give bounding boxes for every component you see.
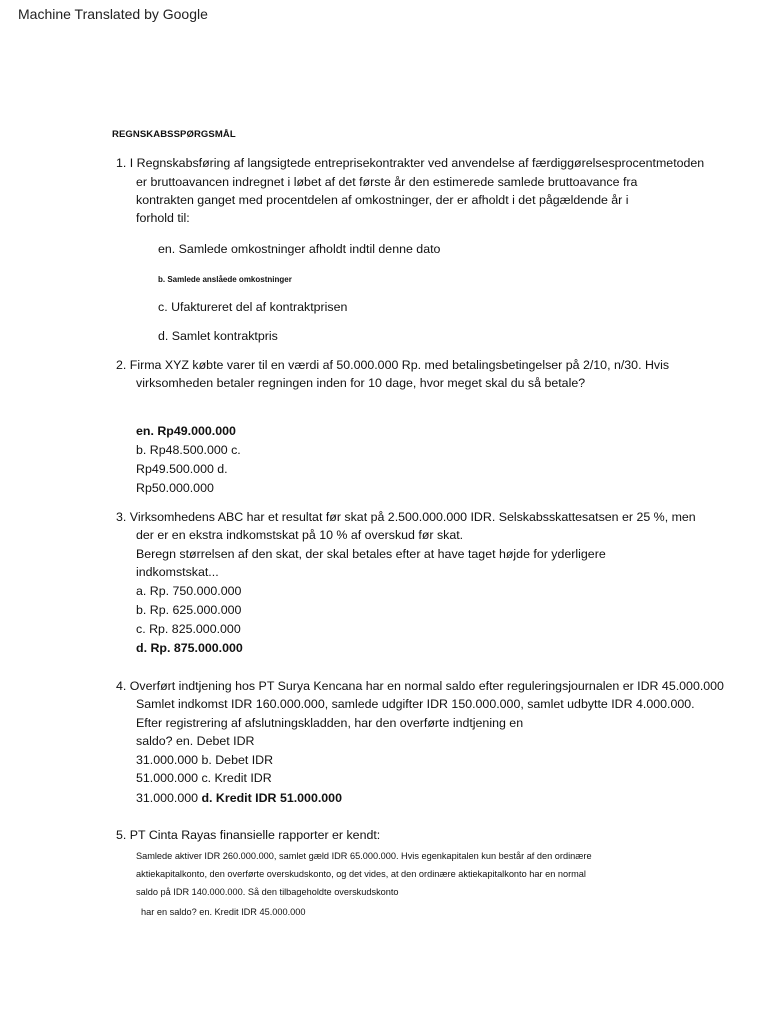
- q1-option-b: b. Samlede anslåede omkostninger: [158, 275, 292, 284]
- q3-line-2: der er en ekstra indkomstskat på 10 % af overskud før skat.: [136, 528, 464, 542]
- q3-option-d: d. Rp. 875.000.000: [136, 641, 243, 655]
- document-title: REGNSKABSSPØRGSMÅL: [112, 129, 236, 140]
- q5-line-4: har en saldo? en. Kredit IDR 45.000.000: [141, 907, 306, 917]
- q3-line-4: indkomstskat...: [136, 565, 219, 579]
- q2-option-b: b. Rp48.500.000 c.: [136, 443, 241, 457]
- q1-line-3: kontrakten ganget med procentdelen af omkostninger, der er afholdt i det pågældende år i: [136, 193, 629, 207]
- q2-line-1: 2. Firma XYZ købte varer til en værdi af 50.000.000 Rp. med betalingsbetingelser på 2/10, n/30. Hvis: [116, 358, 670, 372]
- q5-line-3: saldo på IDR 140.000.000. Så den tilbageholdte overskudskonto: [136, 887, 399, 897]
- q1-option-d: d. Samlet kontraktpris: [158, 329, 278, 343]
- q5-line-1: Samlede aktiver IDR 260.000.000, samlet gæld IDR 65.000.000. Hvis egenkapitalen kun består af den ordinære: [136, 851, 592, 861]
- q2-option-d: Rp50.000.000: [136, 481, 214, 495]
- q4-line-6: 51.000.000 c. Kredit IDR: [136, 771, 272, 785]
- q4-line-5: 31.000.000 b. Debet IDR: [136, 753, 274, 767]
- q1-line-4: forhold til:: [136, 211, 190, 225]
- q2-option-c: Rp49.500.000 d.: [136, 462, 228, 476]
- q4-line-3: Efter registrering af afslutningskladden, har den overførte indtjening en: [136, 716, 524, 730]
- q5-heading: 5. PT Cinta Rayas finansielle rapporter er kendt:: [116, 828, 381, 842]
- q3-line-1: 3. Virksomhedens ABC har et resultat før skat på 2.500.000.000 IDR. Selskabsskattesatsen er 25 %, men: [116, 510, 696, 524]
- q4-answer-d: d. Kredit IDR 51.000.000: [201, 791, 342, 805]
- q3-option-b: b. Rp. 625.000.000: [136, 603, 242, 617]
- q2-option-a: en. Rp49.000.000: [136, 424, 236, 438]
- q4-line-2: Samlet indkomst IDR 160.000.000, samlede udgifter IDR 150.000.000, samlet udbytte IDR 4.000.000.: [136, 697, 695, 711]
- q3-line-3: Beregn størrelsen af den skat, der skal betales efter at have taget højde for yderligere: [136, 547, 606, 561]
- q1-option-a: en. Samlede omkostninger afholdt indtil denne dato: [158, 242, 441, 256]
- q4-line-4: saldo? en. Debet IDR: [136, 734, 255, 748]
- q4-line-7: [136, 790, 342, 806]
- q1-option-c: c. Ufaktureret del af kontraktprisen: [158, 300, 348, 314]
- q3-option-c: c. Rp. 825.000.000: [136, 622, 241, 636]
- q4-line-1: 4. Overført indtjening hos PT Surya Kencana har en normal saldo efter reguleringsjournalen er IDR 45.000.000: [116, 679, 724, 693]
- q1-line-2: er bruttoavancen indregnet i løbet af det første år den estimerede samlede bruttoavance fra: [136, 175, 638, 189]
- q3-option-a: a. Rp. 750.000.000: [136, 584, 242, 598]
- q4-last-plain: 31.000.000: [136, 791, 202, 805]
- machine-translation-banner: Machine Translated by Google: [18, 6, 208, 22]
- q1-line-1: 1. I Regnskabsføring af langsigtede entreprisekontrakter ved anvendelse af færdiggørelsesprocentmetoden: [116, 156, 705, 170]
- q5-line-2: aktiekapitalkonto, den overførte overskudskonto, og det vides, at den ordinære aktiekapitalkonto har en normal: [136, 869, 586, 879]
- q2-line-2: virksomheden betaler regningen inden for 10 dage, hvor meget skal du så betale?: [136, 376, 586, 390]
